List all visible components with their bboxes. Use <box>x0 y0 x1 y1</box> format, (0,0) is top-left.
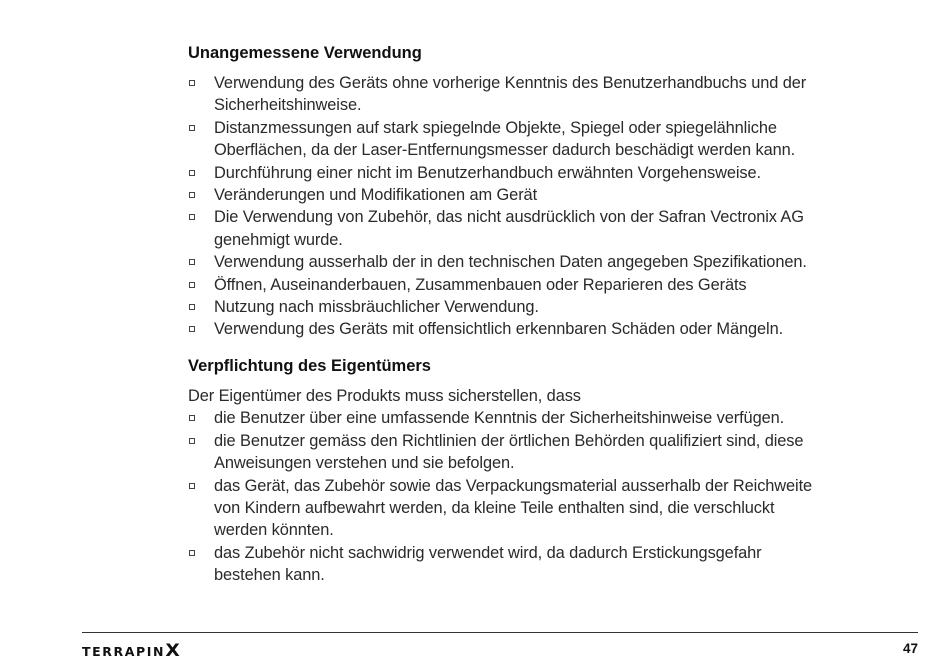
bullet-list <box>188 72 918 341</box>
square-bullet-icon <box>189 214 195 220</box>
square-bullet-icon <box>189 259 195 265</box>
list-item: Durchführung einer nicht im Benutzerhandbuch erwähnten Vorgehensweise. <box>188 162 918 184</box>
section-heading: Verpflichtung des Eigentümers <box>188 356 431 375</box>
list-item: Verwendung ausserhalb der in den technischen Daten angegeben Spezifikationen. <box>188 251 918 273</box>
square-bullet-icon <box>189 192 195 198</box>
list-item: Distanzmessungen auf stark spiegelnde Objekte, Spiegel oder spiegelähnliche Oberflächen, da der Laser-Entfernungsmesser dadurch beschädigt werden kann. <box>188 117 918 162</box>
list-item: Die Verwendung von Zubehör, das nicht ausdrücklich von der Safran Vectronix AG genehmigt wurde. <box>188 206 918 251</box>
square-bullet-icon <box>189 550 195 556</box>
list-item: das Gerät, das Zubehör sowie das Verpackungsmaterial ausserhalb der Reichweite von Kindern aufbewahrt werden, da kleine Teile enthalten sind, die verschluckt werden könnten. <box>188 475 918 542</box>
square-bullet-icon <box>189 80 195 86</box>
page-content <box>188 42 918 587</box>
square-bullet-icon <box>189 326 195 332</box>
page-number: 47 <box>902 641 918 656</box>
footer-divider <box>82 632 918 633</box>
brand-logo-text: TERRAPIN <box>82 643 166 659</box>
list-item: Veränderungen und Modifikationen am Gerät <box>188 184 918 206</box>
section-owner-obligation <box>188 355 918 587</box>
square-bullet-icon <box>189 170 195 176</box>
section-heading: Unangemessene Verwendung <box>188 44 422 62</box>
square-bullet-icon <box>189 304 195 310</box>
list-item: Verwendung des Geräts ohne vorherige Kenntnis des Benutzerhandbuchs und der Sicherheitshinweise. <box>188 72 918 117</box>
list-item: die Benutzer über eine umfassende Kenntnis der Sicherheitshinweise verfügen. <box>188 407 918 429</box>
section-inappropriate-use <box>188 42 918 341</box>
square-bullet-icon <box>189 438 195 444</box>
list-item: das Zubehör nicht sachwidrig verwendet wird, da dadurch Erstickungsgefahr bestehen kann. <box>188 542 918 587</box>
list-item: Öffnen, Auseinanderbauen, Zusammenbauen oder Reparieren des Geräts <box>188 274 918 296</box>
brand-logo <box>82 641 179 661</box>
section-intro: Der Eigentümer des Produkts muss sicherstellen, dass <box>188 386 581 405</box>
list-item: Nutzung nach missbräuchlicher Verwendung. <box>188 296 918 318</box>
list-item: Verwendung des Geräts mit offensichtlich erkennbaren Schäden oder Mängeln. <box>188 318 918 340</box>
square-bullet-icon <box>189 415 195 421</box>
square-bullet-icon <box>189 282 195 288</box>
square-bullet-icon <box>189 125 195 131</box>
brand-logo-mark: X <box>165 641 180 661</box>
square-bullet-icon <box>189 483 195 489</box>
bullet-list <box>188 407 918 586</box>
list-item: die Benutzer gemäss den Richtlinien der örtlichen Behörden qualifiziert sind, diese Anweisungen verstehen und sie befolgen. <box>188 430 918 475</box>
